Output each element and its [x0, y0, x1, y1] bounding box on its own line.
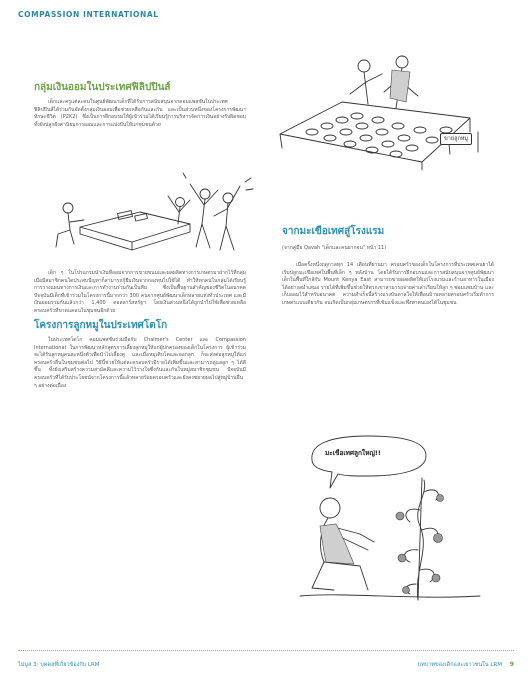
section-heading-piglet-project: โครงการลูกหมูในประเทศโตโก [34, 320, 168, 331]
piglet-project-paragraph-1: ในประเทศโตโก คอมแพสชั่นร่วมมือกับ Chalmer's Center และ Compassion International ในการพัฒนาหลักสูตรการเลี้ยงลูกหมูให้แก่ผู้ปกครองของเด็กในโครงการ ผู้เข้าร่วมจะได้รับลูกหมูคนละหนึ่งตัวเพื่อนำไปเลี้ยงดู และเมื่อหมูเติบโตและออกลูก ก็จะส่งต่อลูกหมูให้แก่ครอบครัวอื่นในชุมชนต่อไป วิธีนี้ช่วยให้แต่ละครอบครัวมีรายได้เพิ่มขึ้นและสามารถดูแลลูก ๆ ได้ดีขึ้น ทั้งยังเสริมสร้างความสามัคคีและความไว้วางใจซึ่งกันและกันในหมู่สมาชิกชุมชน ปัจจุบันมีครอบครัวที่ได้รับประโยชน์จากโครงการนี้แล้วหลายร้อยครอบครัวและยังคงขยายผลไปสู่หมู่บ้านอื่น ๆ อย่างต่อเนื่อง [34, 337, 246, 389]
savings-group-paragraph-1: เด็กและครูแต่ละคนในศูนย์พัฒนาเด็กที่ได้รับการสนับสนุนจากคอมแพสชั่นในประเทศฟิลิปปินส์ได้ร่วมกันจัดตั้งกลุ่มเงินออมเพื่อช่วยเหลือกันและกัน และเป็นส่วนหนึ่งของโครงการพัฒนาทักษะชีวิต (P2K2) ซึ่งเป็นการฝึกอบรมให้ผู้เข้าร่วมได้เรียนรู้การบริหารจัดการเงินอย่างรับผิดชอบ ทั้งยังปลูกฝังค่านิยมการออมและการแบ่งปันให้แก่ชุมชนด้วย [34, 99, 246, 128]
illustration-tomato-farmer [290, 430, 490, 605]
speech-bubble-text: มะเขือเทศลูกใหญ่!! [325, 449, 381, 457]
savings-group-paragraph-2: เด็ก ๆ ในโปรแกรมนำเงินที่ออมจากการขายขนมและผลผลิตทางการเกษตรมาฝากไว้ที่กลุ่ม เมื่อมีสมาชิกคนใดประสบปัญหาก็สามารถกู้ยืมเงินจากกองทุนไปใช้ได้ ทำให้ทุกคนในกลุ่มได้เรียนรู้การวางแผนทางการเงินและการทำงานร่วมกันเป็นทีม ซึ่งเป็นพื้นฐานสำคัญของชีวิตในอนาคต ปัจจุบันมีเด็กที่เข้าร่วมในโครงการนี้มากกว่า 300 คนจากศูนย์พัฒนาเด็กหลายแห่งทั่วประเทศ และมีเงินออมรวมกันแล้วกว่า 1,400 ดอลลาร์สหรัฐฯ โดยเงินส่วนหนึ่งได้ถูกนำไปใช้เพื่อช่วยเหลือครอบครัวที่ขาดแคลนในชุมชนอีกด้วย [34, 270, 246, 314]
footer-divider [18, 650, 514, 651]
section-heading-savings-group: กลุ่มเงินออมในประเทศฟิลิปปินส์ [34, 82, 171, 93]
footer-left-text: ไม่มูล 3: บุคคลที่เกี่ยวข้องกับ LRM [18, 662, 100, 668]
illustration-savings-meeting [40, 172, 255, 267]
page-number: 9 [509, 660, 514, 668]
tomato-paragraph-1: เมื่อครั้งหนึ่งฤดูกาลทุก 14 เดือนที่ผ่านมา ครอบครัวของเด็กในโครงการที่ประเทศเคนยาได้เริ่มปลูกมะเขือเทศในพื้นที่เล็ก ๆ หลังบ้าน โดยได้รับการฝึกอบรมและการสนับสนุนจากศูนย์พัฒนาเด็กในพื้นที่ใกล้กับ Mount Kenya East สามารถขายผลผลิตให้แก่โรงแรมและร้านอาหารในเมืองได้อย่างสม่ำเสมอ รายได้ที่เพิ่มขึ้นช่วยให้พวกเขาสามารถจ่ายค่าเล่าเรียนให้ลูก ๆ ซ่อมแซมบ้าน และเก็บออมไว้สำหรับอนาคต ความสำเร็จนี้สร้างแรงบันดาลใจให้เพื่อนบ้านหลายครอบครัวเริ่มทำการเกษตรแบบเดียวกัน จนเกิดเป็นกลุ่มเกษตรกรที่เข้มแข็งและพึ่งพาตนเองได้ในชุมชน [282, 262, 494, 306]
section-heading-tomato-to-hotel: จากมะเขือเทศสู่โรงแรม [282, 226, 385, 237]
market-sign: ขายลูกหมู [440, 133, 472, 145]
running-header: COMPASSION INTERNATIONAL [18, 10, 159, 19]
source-citation: (จากคู่มือ Qavah "เด็กและคนยากจน" หน้า 11) [282, 245, 387, 251]
illustration-market-stall [272, 52, 497, 172]
footer-right-text: บทบาทของเด็กและเยาวชนใน LRM [417, 662, 502, 668]
